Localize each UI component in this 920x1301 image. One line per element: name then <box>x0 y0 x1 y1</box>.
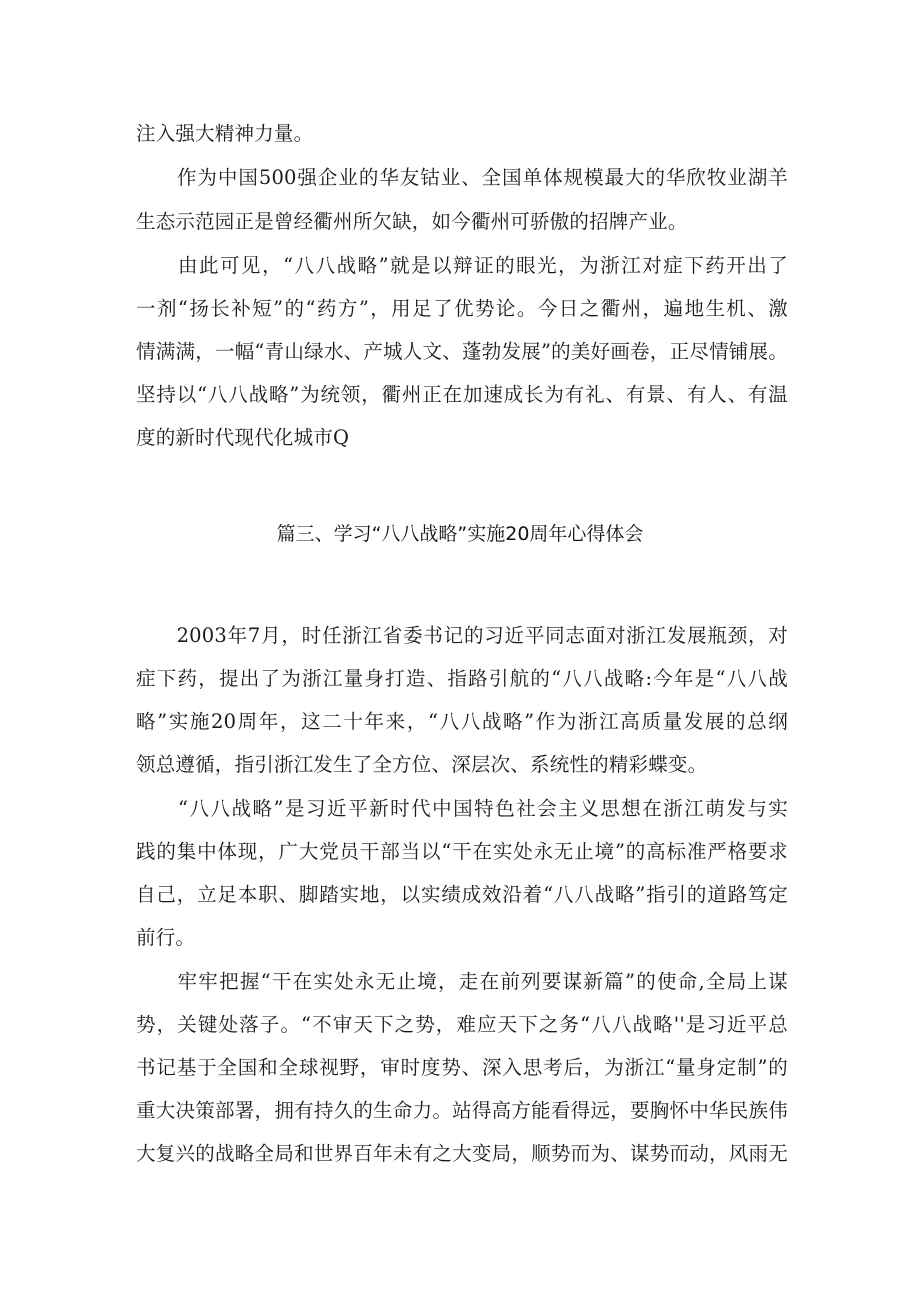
section-heading: 篇三、学习“八八战略”实施20周年心得体会 <box>276 523 644 545</box>
paragraph-line: 践的集中体现，广大党员干部当以“干在实处永无止境”的高标准严格要求 <box>136 840 788 863</box>
paragraph-line: 重大决策部署，拥有持久的生命力。站得高方能看得远，要胸怀中华民族伟 <box>136 1099 788 1122</box>
paragraph-line: 前行。 <box>136 926 196 949</box>
paragraph-line: 牢牢把握“干在实处永无止境，走在前列要谋新篇”的使命,全局上谋 <box>136 970 788 993</box>
paragraph-line: 情满满，一幅“青山绿水、产城人文、蓬勃发展”的美好画卷，正尽情铺展。 <box>136 340 788 363</box>
paragraph-line: 作为中国500强企业的华友钴业、全国单体规模最大的华欣牧业湖羊 <box>136 166 788 189</box>
paragraph-line: 坚持以“八八战略”为统领，衢州正在加速成长为有礼、有景、有人、有温 <box>136 383 788 406</box>
paragraph-line: 一剂“扬长补短”的“药方”，用足了优势论。今日之衢州，遍地生机、激 <box>136 297 788 320</box>
paragraph-line: 度的新时代现代化城市Q <box>136 426 350 449</box>
paragraph-line: 势，关键处落子。“不审天下之势，难应天下之务“八八战略''是习近平总 <box>136 1013 788 1036</box>
paragraph-line: 大复兴的战略全局和世界百年未有之大变局，顺势而为、谋势而动，风雨无 <box>136 1142 788 1165</box>
paragraph-line: 书记基于全国和全球视野，审时度势、深入思考后，为浙江“量身定制”的 <box>136 1056 788 1079</box>
paragraph-line: 略”实施20周年，这二十年来，“八八战略”作为浙江高质量发展的总纲 <box>136 710 788 733</box>
paragraph-line: 症下药，提出了为浙江量身打造、指路引航的“八八战略:今年是“八八战 <box>136 667 788 690</box>
paragraph-line: 领总遵循，指引浙江发生了全方位、深层次、系统性的精彩蝶变。 <box>136 753 708 776</box>
paragraph-line: “八八战略”是习近平新时代中国特色社会主义思想在浙江萌发与实 <box>136 797 788 820</box>
paragraph-line: 由此可见，“八八战略”就是以辩证的眼光，为浙江对症下药开出了 <box>136 254 788 277</box>
paragraph-line: 生态示范园正是曾经衢州所欠缺，如今衢州可骄傲的招牌产业。 <box>136 210 688 233</box>
paragraph-line: 2003年7月，时任浙江省委书记的习近平同志面对浙江发展瓶颈，对 <box>136 624 788 647</box>
paragraph-line: 注入强大精神力量。 <box>136 122 314 145</box>
paragraph-line: 自己，立足本职、脚踏实地，以实绩成效沿着“八八战略”指引的道路笃定 <box>136 883 788 906</box>
